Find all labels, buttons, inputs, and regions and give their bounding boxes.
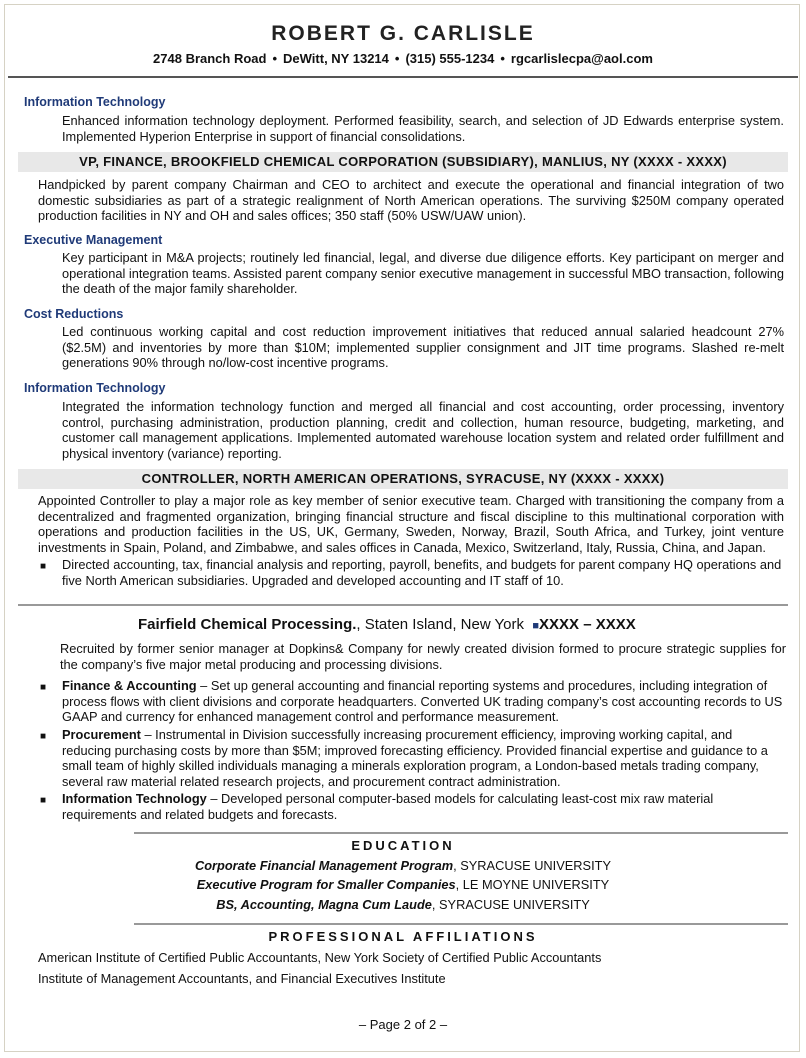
bullet-label: Information Technology — [62, 791, 207, 806]
controller-intro: Appointed Controller to play a major role as key member of senior executive team. Charged with transitioning the company from a decentralized and fragmented organization, bringing financial structure and fiscal discipline to this multinational corporation with operations and production facilities in the US, UK, Germany, Sweden, Norway, Brazil, South Africa, and Turkey, joint venture investments in Spain, Poland, and Zimbabwe, and sales offices in Canada, Mexico, Switzerland, Italy, Russia, China, and Japan. — [38, 493, 784, 555]
education-program: Executive Program for Smaller Companies — [196, 877, 456, 892]
affiliation-line: American Institute of Certified Public Accountants, New York Society of Certified Public Accountants — [38, 950, 602, 965]
company-name: Fairfield Chemical Processing. — [138, 616, 357, 633]
heading-executive-management: Executive Management — [24, 233, 163, 247]
bullet-text: – Developed personal computer-based models for calculating least-cost mix raw material requirements and related budgets and forecasts. — [62, 791, 714, 822]
resume-name: ROBERT G. CARLISLE — [271, 22, 535, 45]
controller-position-title: CONTROLLER, NORTH AMERICAN OPERATIONS, SYRACUSE, NY (XXXX - XXXX) — [18, 469, 788, 489]
email: rgcarlislecpa@aol.com — [510, 51, 653, 66]
heading-cost-reductions: Cost Reductions — [24, 307, 124, 321]
fairfield-bullet-procurement — [62, 727, 784, 789]
fairfield-intro-text: Recruited by former senior manager at Dopkins& Company for newly created division formed to procure strategic supplies for the company’s five major metal producing and processing divisions. — [60, 641, 786, 672]
controller-bullet: Directed accounting, tax, financial analysis and reporting, payroll, benefits, and budgets for parent company HQ operations and five North American subsidiaries. Upgraded and developed accounting and IT staff of 10. — [62, 557, 782, 588]
education-program: BS, Accounting, Magna Cum Laude — [216, 897, 432, 912]
section-divider — [18, 604, 788, 606]
bullet-marker: ■ — [40, 561, 47, 572]
page-number: – Page 2 of 2 – — [358, 1017, 448, 1032]
address: 2748 Branch Road — [153, 51, 267, 66]
education-school: , LE MOYNE UNIVERSITY — [455, 877, 610, 892]
education-item — [0, 858, 806, 873]
heading-information-technology: Information Technology — [24, 95, 166, 109]
header-divider — [8, 76, 798, 78]
fairfield-bullet-finance — [62, 678, 784, 725]
fairfield-bullet-it — [62, 791, 784, 822]
cost-text: Led continuous working capital and cost reduction improvement initiatives that reduced annual salaried headcount 27% ($2.5M) and inventories by more than $10M; implemented supplier consignment and JIT time programs. Slashed re-melt generations 90% through no/low-cost incentive programs. — [62, 324, 784, 371]
square-bullet-icon: ■ — [532, 620, 540, 632]
education-school: , SYRACUSE UNIVERSITY — [453, 858, 611, 873]
separator: • — [500, 51, 505, 66]
city: DeWitt, NY 13214 — [283, 51, 389, 66]
it1-text: Enhanced information technology deployment. Performed feasibility, search, and selection of JD Edwards enterprise system. Implemented Hyperion Enterprise in support of financial consolidations. — [62, 113, 784, 144]
separator: • — [394, 51, 400, 66]
company-line — [138, 616, 636, 633]
heading-information-technology-2: Information Technology — [24, 381, 166, 395]
bullet-text: – Instrumental in Division successfully increasing procurement efficiency, improving working capital, and reducing purchasing costs by more than $5M; improved forecasting efficiency. Provided financial expertise and guidance to a small team of highly skilled individuals managing a minerals exploration program, a London-based metals trading company, several raw material related research projects, and procurement contract administration. — [62, 727, 768, 789]
education-title: EDUCATION — [351, 838, 455, 853]
education-item — [0, 897, 806, 912]
company-dates: XXXX – XXXX — [539, 616, 636, 633]
company-location: , Staten Island, New York — [356, 616, 525, 633]
it2-text: Integrated the information technology function and merged all financial and cost accounting, order processing, inventory control, purchasing administration, production planning, credit and collection, human resource, budgeting, marketing, and customer call management applications. Implemented automated warehouse location system and related order fulfillment and physical inventory (variance) reporting. — [62, 399, 784, 461]
bullet-marker: ■ — [40, 731, 47, 742]
bullet-label: Procurement — [62, 727, 141, 742]
bullet-marker: ■ — [40, 682, 47, 693]
education-divider — [134, 832, 788, 834]
bullet-label: Finance & Accounting — [62, 678, 197, 693]
affiliations-divider — [134, 923, 788, 925]
exec-text: Key participant in M&A projects; routinely led financial, legal, and diverse due diligence efforts. Key participant on merger and operational integration teams. Assisted parent company senior executive management in successful MBO transaction, following the death of the major family shareholder. — [62, 250, 784, 297]
bullet-text: – Set up general accounting and financial reporting systems and procedures, including integration of process flows with client divisions and corporate headquarters. Converted UK trading company’s cost accounting records to US GAAP and currency for enhanced management control and performance measurement. — [62, 678, 783, 725]
bullet-marker: ■ — [40, 795, 47, 806]
vp-position-title: VP, FINANCE, BROOKFIELD CHEMICAL CORPORATION (SUBSIDIARY), MANLIUS, NY (XXXX - XXXX) — [18, 152, 788, 172]
education-program: Corporate Financial Management Program — [195, 858, 454, 873]
education-item — [0, 877, 806, 892]
separator: • — [272, 51, 278, 66]
affiliation-line: Institute of Management Accountants, and Financial Executives Institute — [38, 971, 446, 986]
contact-line — [0, 51, 806, 66]
vp-intro: Handpicked by parent company Chairman and CEO to architect and execute the operational and financial integration of two domestic subsidiaries as part of a strategic realignment of North American operations. The surviving $250M company operated production facilities in NY and OH and sales offices; 350 staff (50% USW/UAW union). — [38, 177, 784, 224]
affiliations-title: PROFESSIONAL AFFILIATIONS — [268, 929, 538, 944]
phone: (315) 555-1234 — [405, 51, 495, 66]
fairfield-intro — [60, 641, 786, 672]
education-school: , SYRACUSE UNIVERSITY — [431, 897, 590, 912]
